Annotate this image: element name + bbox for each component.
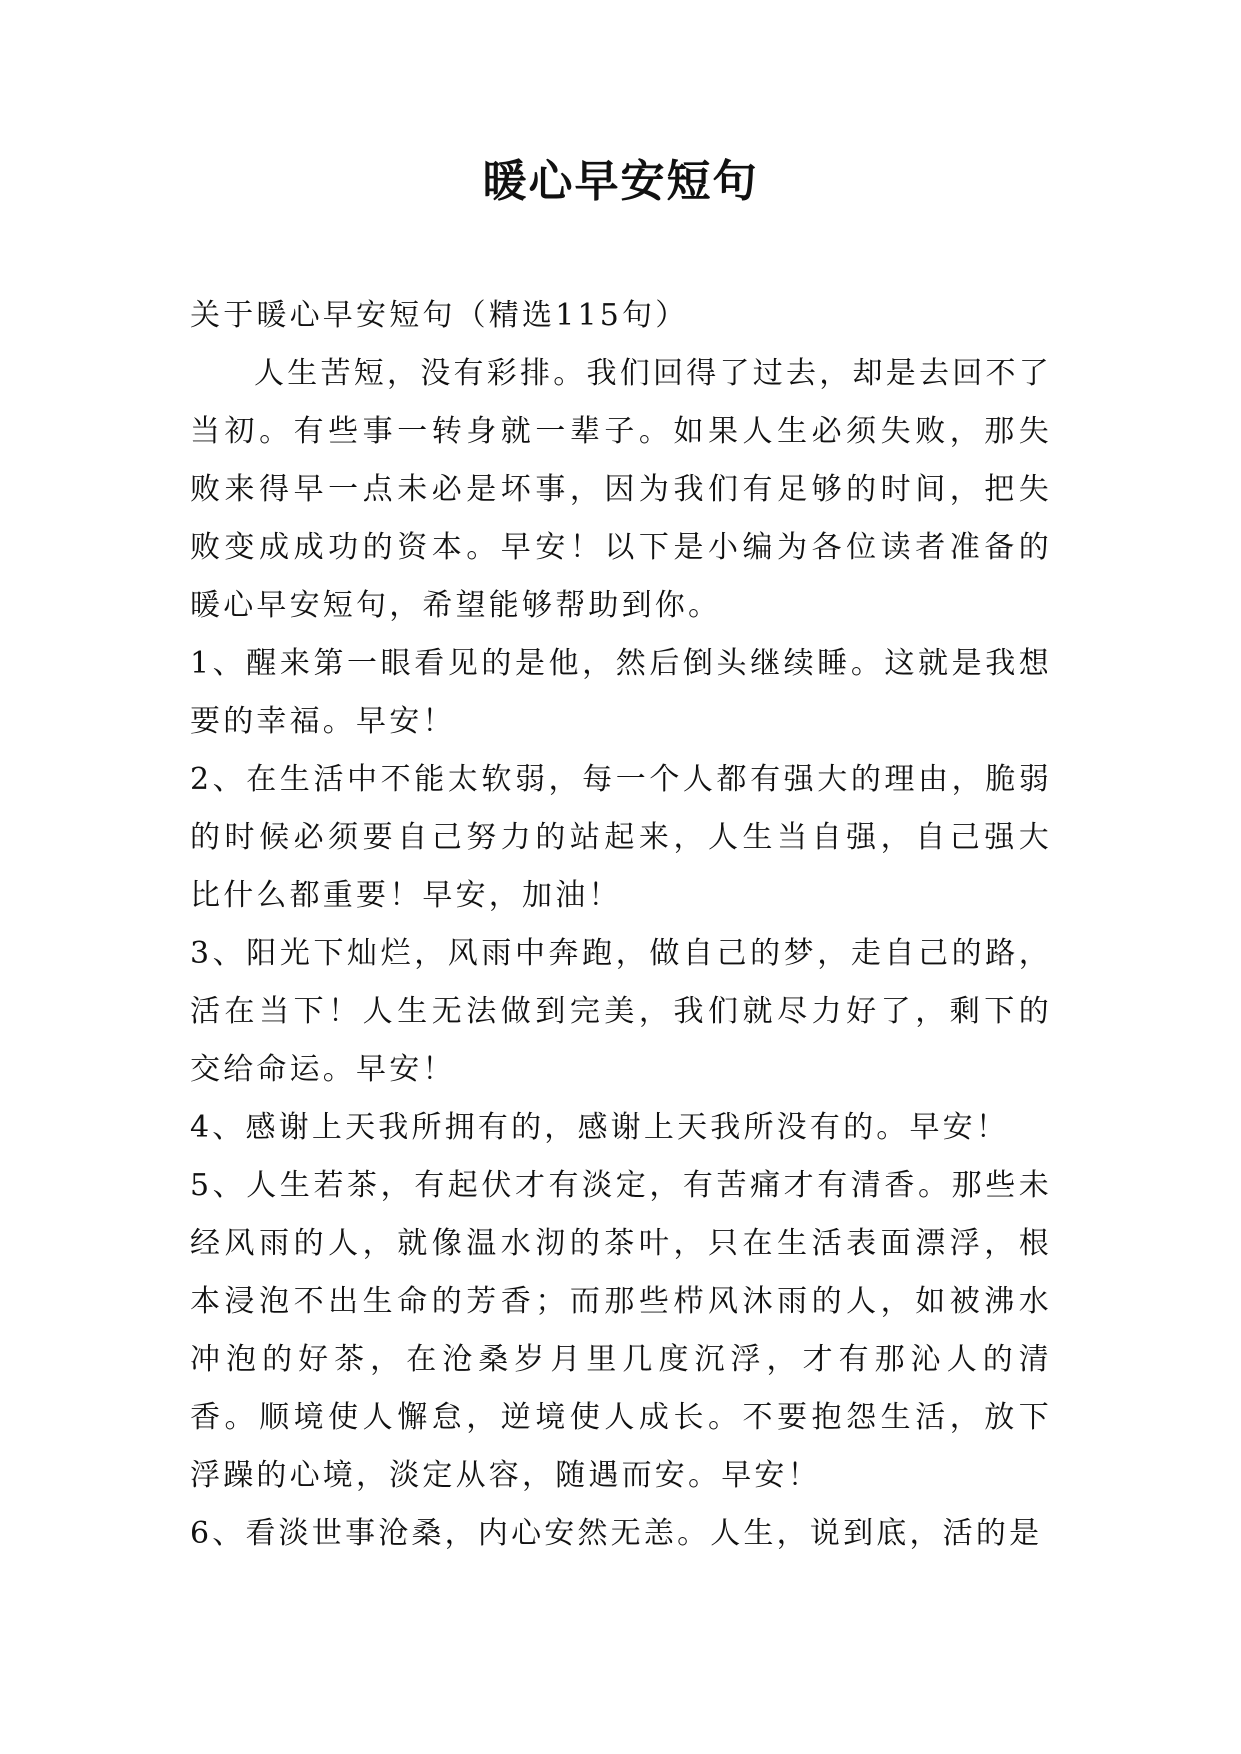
quote-item-2: 2、在生活中不能太软弱，每一个人都有强大的理由，脆弱的时候必须要自己努力的站起来，人生当自强，自己强大比什么都重要！早安，加油！ — [190, 762, 1052, 913]
quote-item-4: 4、感谢上天我所拥有的，感谢上天我所没有的。早安！ — [190, 1110, 1010, 1145]
document-title: 暖心早安短句 — [482, 156, 759, 207]
quote-item-6: 6、看淡世事沧桑，内心安然无恙。人生，说到底，活的是 — [190, 1516, 1043, 1551]
quote-item-1: 1、醒来第一眼看见的是他，然后倒头继续睡。这就是我想要的幸福。早安！ — [190, 646, 1052, 739]
quote-item-3: 3、阳光下灿烂，风雨中奔跑，做自己的梦，走自己的路，活在当下！人生无法做到完美，我们就尽力好了，剩下的交给命运。早安！ — [190, 936, 1052, 1087]
document-body — [190, 287, 1052, 1563]
document-subtitle: 关于暖心早安短句（精选115句） — [190, 298, 689, 333]
quote-item-5: 5、人生若茶，有起伏才有淡定，有苦痛才有清香。那些未经风雨的人，就像温水沏的茶叶，只在生活表面漂浮，根本浸泡不出生命的芳香；而那些栉风沐雨的人，如被沸水冲泡的好茶，在沧桑岁月里几度沉浮，才有那沁人的清香。顺境使人懈怠，逆境使人成长。不要抱怨生活，放下浮躁的心境，淡定从容，随遇而安。早安！ — [190, 1168, 1052, 1493]
intro-paragraph: 人生苦短，没有彩排。我们回得了过去，却是去回不了当初。有些事一转身就一辈子。如果人生必须失败，那失败来得早一点未必是坏事，因为我们有足够的时间，把失败变成成功的资本。早安！以下是小编为各位读者准备的暖心早安短句，希望能够帮助到你。 — [190, 356, 1052, 623]
